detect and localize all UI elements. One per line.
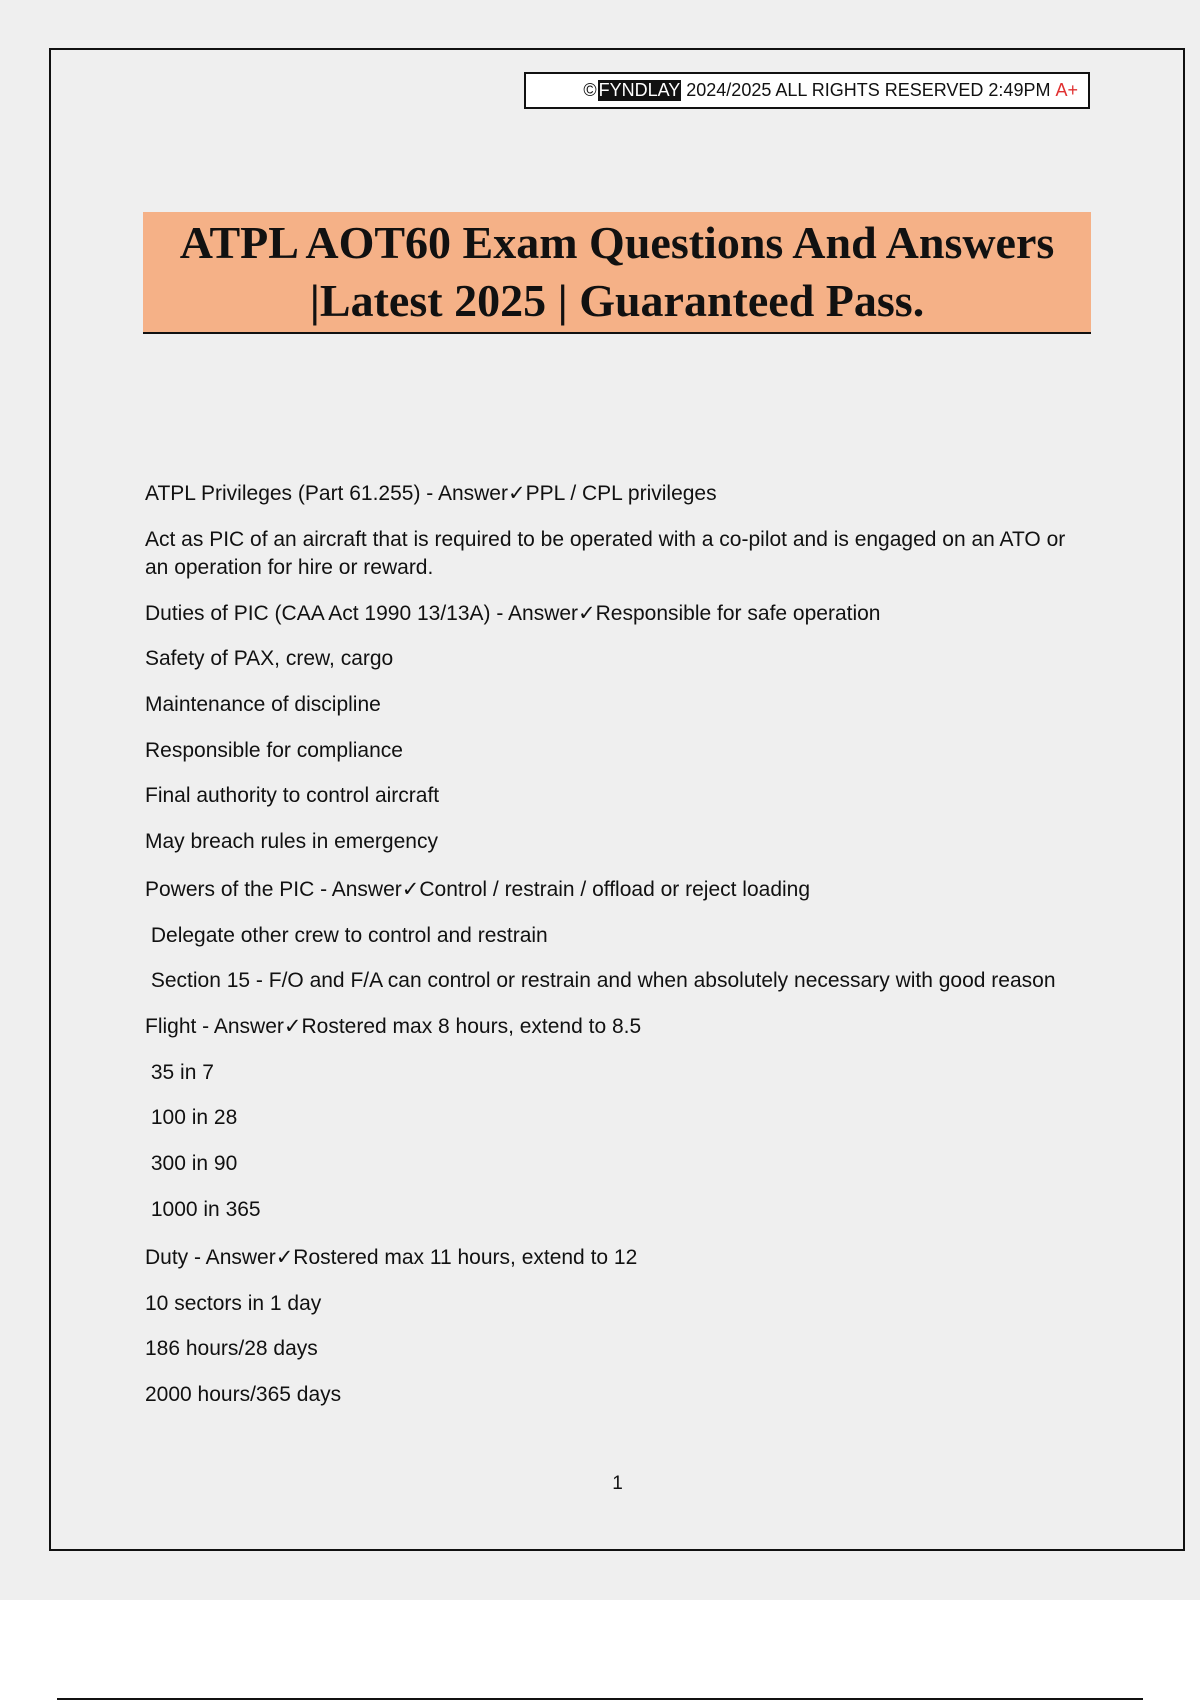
paragraph: 300 in 90 bbox=[145, 1152, 238, 1175]
brand-name: FYNDLAY bbox=[598, 80, 681, 100]
paragraph: Maintenance of discipline bbox=[145, 693, 381, 716]
title-line-2: |Latest 2025 | Guaranteed Pass. bbox=[309, 275, 925, 326]
paragraph: 100 in 28 bbox=[145, 1106, 238, 1129]
paragraph: Powers of the PIC - Answer✓Control / restrain / offload or reject loading bbox=[145, 878, 811, 901]
paragraph: 10 sectors in 1 day bbox=[145, 1292, 322, 1315]
rights-text: 2024/2025 ALL RIGHTS RESERVED 2:49PM bbox=[686, 80, 1051, 100]
document-title bbox=[143, 212, 1091, 334]
paragraph: 35 in 7 bbox=[145, 1061, 214, 1084]
copyright-header bbox=[524, 72, 1090, 109]
paragraph: 2000 hours/365 days bbox=[145, 1383, 342, 1406]
page-number: 1 bbox=[612, 1473, 623, 1494]
title-line-1: ATPL AOT60 Exam Questions And Answers bbox=[179, 217, 1055, 268]
paragraph: Responsible for compliance bbox=[145, 739, 403, 762]
paragraph: ATPL Privileges (Part 61.255) - Answer✓PPL / CPL privileges bbox=[145, 482, 717, 505]
paragraph: Final authority to control aircraft bbox=[145, 784, 440, 807]
document-body bbox=[145, 480, 1075, 1409]
paragraph: Flight - Answer✓Rostered max 8 hours, extend to 8.5 bbox=[145, 1015, 642, 1038]
paragraph: Duties of PIC (CAA Act 1990 13/13A) - Answer✓Responsible for safe operation bbox=[145, 602, 881, 625]
paragraph: Duty - Answer✓Rostered max 11 hours, extend to 12 bbox=[145, 1246, 638, 1269]
paragraph: 186 hours/28 days bbox=[145, 1337, 318, 1360]
paragraph: 1000 in 365 bbox=[145, 1198, 261, 1221]
paragraph: Delegate other crew to control and restrain bbox=[145, 924, 548, 947]
grade-badge: A+ bbox=[1055, 80, 1078, 100]
paragraph: May breach rules in emergency bbox=[145, 830, 438, 853]
copyright-symbol: © bbox=[583, 80, 597, 100]
paragraph: Safety of PAX, crew, cargo bbox=[145, 647, 394, 670]
paragraph: Section 15 - F/O and F/A can control or restrain and when absolutely necessary with good reason bbox=[145, 969, 1056, 992]
paragraph: Act as PIC of an aircraft that is required to be operated with a co-pilot and is engaged on an ATO or an operation for hire or reward. bbox=[145, 528, 1072, 579]
